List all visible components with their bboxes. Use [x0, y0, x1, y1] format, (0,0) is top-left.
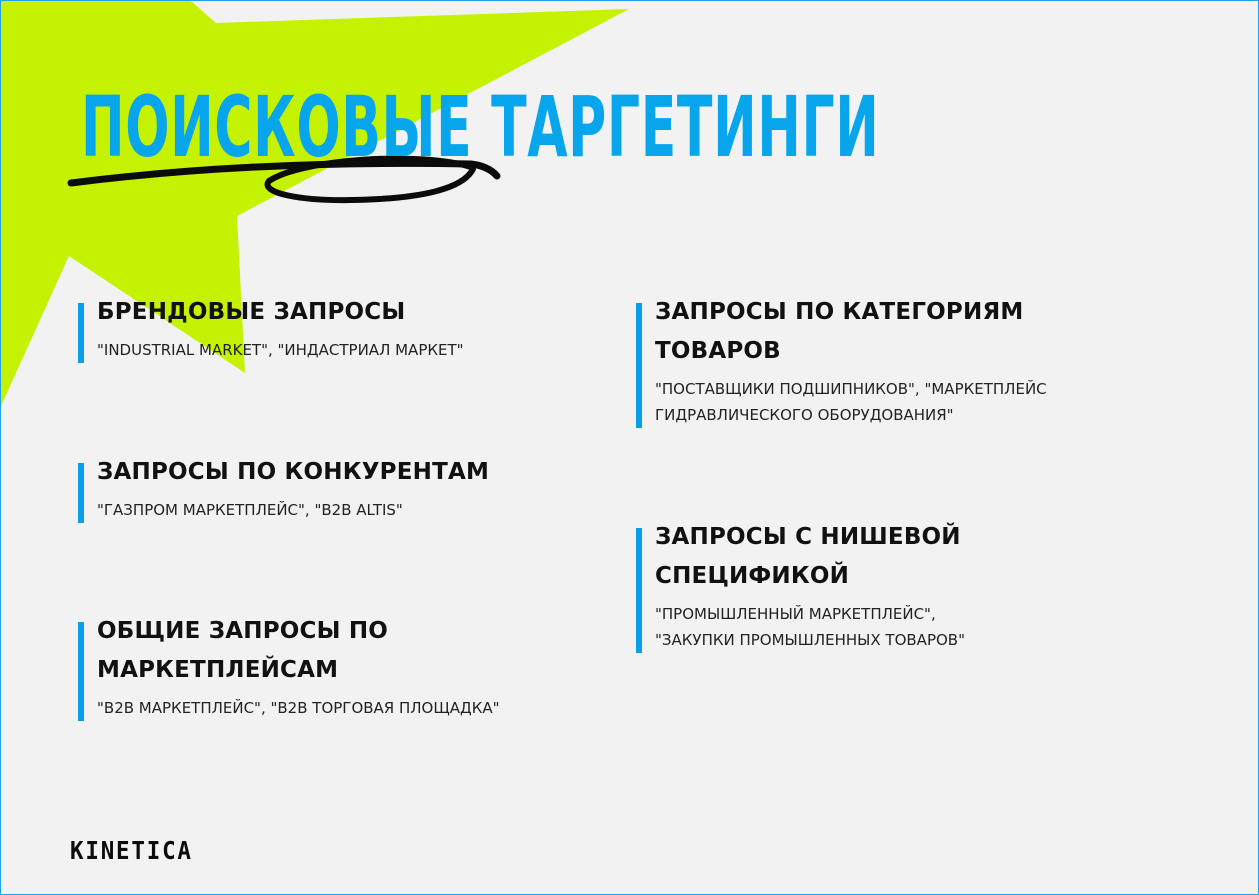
page-title: ПОИСКОВЫЕ ТАРГЕТИНГИ [81, 78, 880, 176]
block-brand-queries [78, 299, 464, 363]
block-body-line-2: "ЗАКУПКИ ПРОМЫШЛЕННЫХ ТОВАРОВ" [655, 631, 965, 649]
block-body-line: "ГАЗПРОМ МАРКЕТПЛЕЙС", "B2B ALTIS" [97, 501, 403, 519]
kinetica-logo: KINETICA [70, 836, 193, 865]
block-title-line-1: ЗАПРОСЫ ПО КАТЕГОРИЯМ [655, 299, 1024, 325]
block-body-line-1: "ПОСТАВЩИКИ ПОДШИПНИКОВ", "МАРКЕТПЛЕЙС [655, 380, 1047, 398]
block-title: БРЕНДОВЫЕ ЗАПРОСЫ [97, 299, 406, 325]
block-body-line-2: ГИДРАВЛИЧЕСКОГО ОБОРУДОВАНИЯ" [655, 406, 954, 424]
block-title-line-2: МАРКЕТПЛЕЙСАМ [97, 657, 339, 683]
block-title-line-2: ТОВАРОВ [655, 338, 781, 364]
block-niche-queries [636, 524, 965, 653]
block-title-line-1: ОБЩИЕ ЗАПРОСЫ ПО [97, 618, 389, 644]
block-competitor-queries [78, 459, 490, 523]
block-general-marketplace-queries [78, 618, 500, 721]
block-category-queries [636, 299, 1047, 428]
block-title-line-2: СПЕЦИФИКОЙ [655, 563, 850, 589]
block-body-line: "INDUSTRIAL MARKET", "ИНДАСТРИАЛ МАРКЕТ" [97, 341, 464, 359]
block-body-line: "B2B МАРКЕТПЛЕЙС", "B2B ТОРГОВАЯ ПЛОЩАДКА" [97, 699, 500, 717]
block-title-line-1: ЗАПРОСЫ С НИШЕВОЙ [655, 524, 961, 550]
block-title: ЗАПРОСЫ ПО КОНКУРЕНТАМ [97, 459, 490, 485]
block-body-line-1: "ПРОМЫШЛЕННЫЙ МАРКЕТПЛЕЙС", [655, 605, 936, 623]
